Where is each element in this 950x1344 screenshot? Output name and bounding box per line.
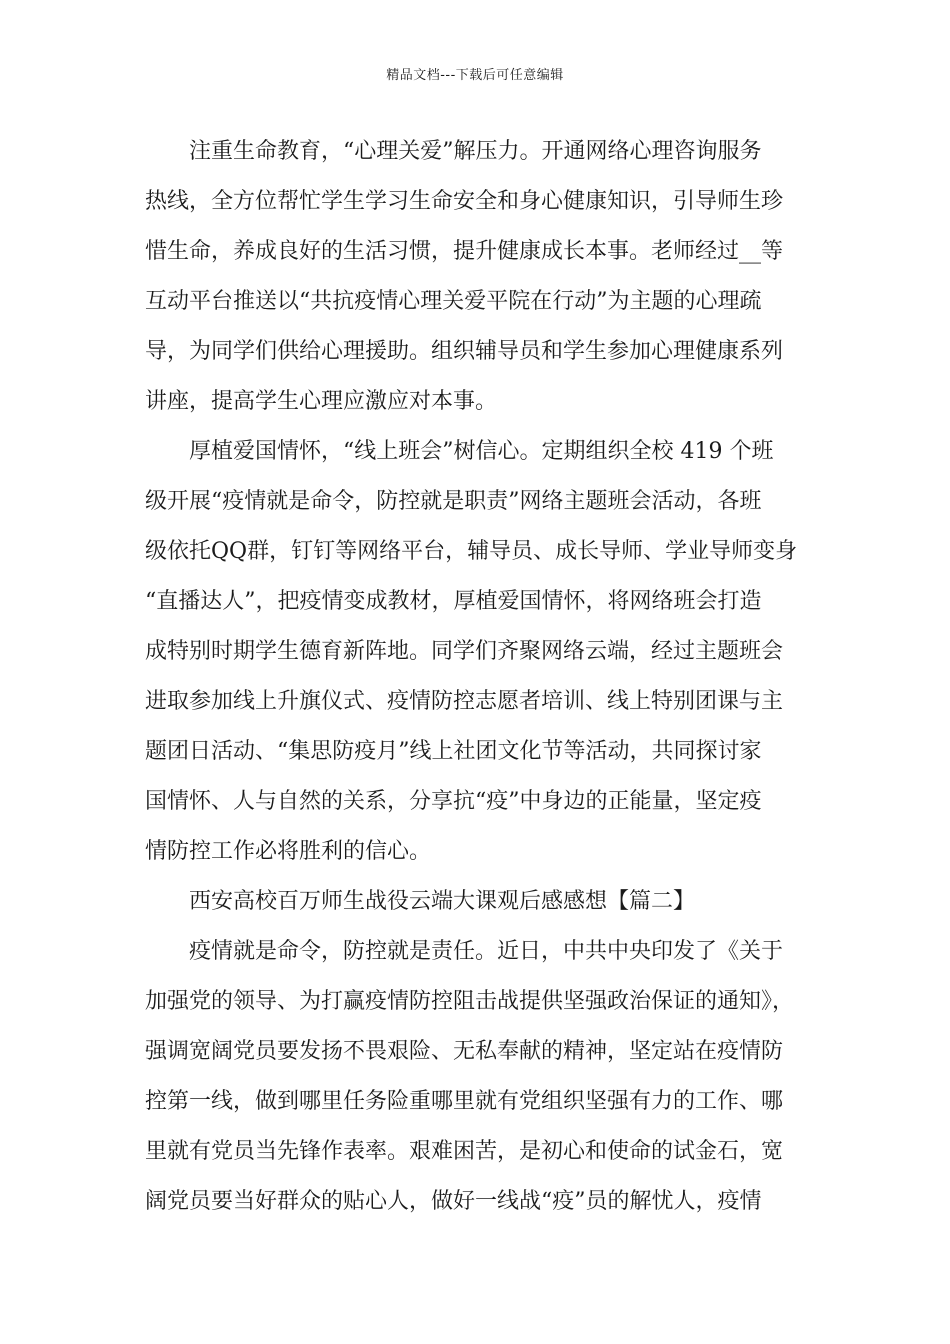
text-line: 强调宽阔党员要发扬不畏艰险、无私奉献的精神，坚定站在疫情防 bbox=[145, 1039, 784, 1064]
text-line: 厚植爱国情怀，“线上班会”树信心。定期组织全校 419 个班 bbox=[189, 439, 774, 464]
text-line: 加强党的领导、为打赢疫情防控阻击战提供坚强政治保证的通知》， bbox=[145, 989, 795, 1014]
text-line: 进取参加线上升旗仪式、疫情防控志愿者培训、线上特别团课与主 bbox=[145, 689, 784, 714]
text-line: 互动平台推送以“共抗疫情心理关爱平院在行动”为主题的心理疏 bbox=[145, 289, 762, 314]
text-line: 情防控工作必将胜利的信心。 bbox=[145, 839, 432, 864]
paragraph-patriotism bbox=[145, 427, 820, 877]
page-header: 精品文档---下载后可任意编辑 bbox=[386, 68, 564, 83]
text-line: 惜生命，养成良好的生活习惯，提升健康成长本事。老师经过__等 bbox=[145, 239, 784, 264]
text-line: 讲座，提高学生心理应激应对本事。 bbox=[145, 389, 498, 414]
text-line: 热线，全方位帮忙学生学习生命安全和身心健康知识，引导师生珍 bbox=[145, 189, 784, 214]
section-title: 西安高校百万师生战役云端大课观后感感想【篇二】 bbox=[189, 889, 696, 914]
document-body bbox=[145, 127, 820, 1227]
text-line: 国情怀、人与自然的关系，分享抗“疫”中身边的正能量，坚定疫 bbox=[145, 789, 762, 814]
text-line: 阔党员要当好群众的贴心人，做好一线战“疫”员的解忧人，疫情 bbox=[145, 1189, 762, 1214]
text-line: 级依托QQ群，钉钉等网络平台，辅导员、成长导师、学业导师变身 bbox=[145, 539, 798, 564]
text-line: “直播达人”，把疫情变成教材，厚植爱国情怀，将网络班会打造 bbox=[145, 589, 762, 614]
paragraph-life-education bbox=[145, 127, 820, 427]
text-line: 注重生命教育，“心理关爱”解压力。开通网络心理咨询服务 bbox=[189, 139, 762, 164]
text-line: 题团日活动、“集思防疫月”线上社团文化节等活动，共同探讨家 bbox=[145, 739, 762, 764]
section-heading bbox=[145, 877, 820, 927]
text-line: 导，为同学们供给心理援助。组织辅导员和学生参加心理健康系列 bbox=[145, 339, 784, 364]
text-line: 控第一线，做到哪里任务险重哪里就有党组织坚强有力的工作、哪 bbox=[145, 1089, 784, 1114]
text-line: 疫情就是命令，防控就是责任。近日，中共中央印发了《关于 bbox=[189, 939, 784, 964]
text-line: 级开展“疫情就是命令，防控就是职责”网络主题班会活动，各班 bbox=[145, 489, 762, 514]
paragraph-epidemic-command bbox=[145, 927, 820, 1227]
text-line: 里就有党员当先锋作表率。艰难困苦，是初心和使命的试金石，宽 bbox=[145, 1139, 784, 1164]
text-line: 成特别时期学生德育新阵地。同学们齐聚网络云端，经过主题班会 bbox=[145, 639, 784, 664]
